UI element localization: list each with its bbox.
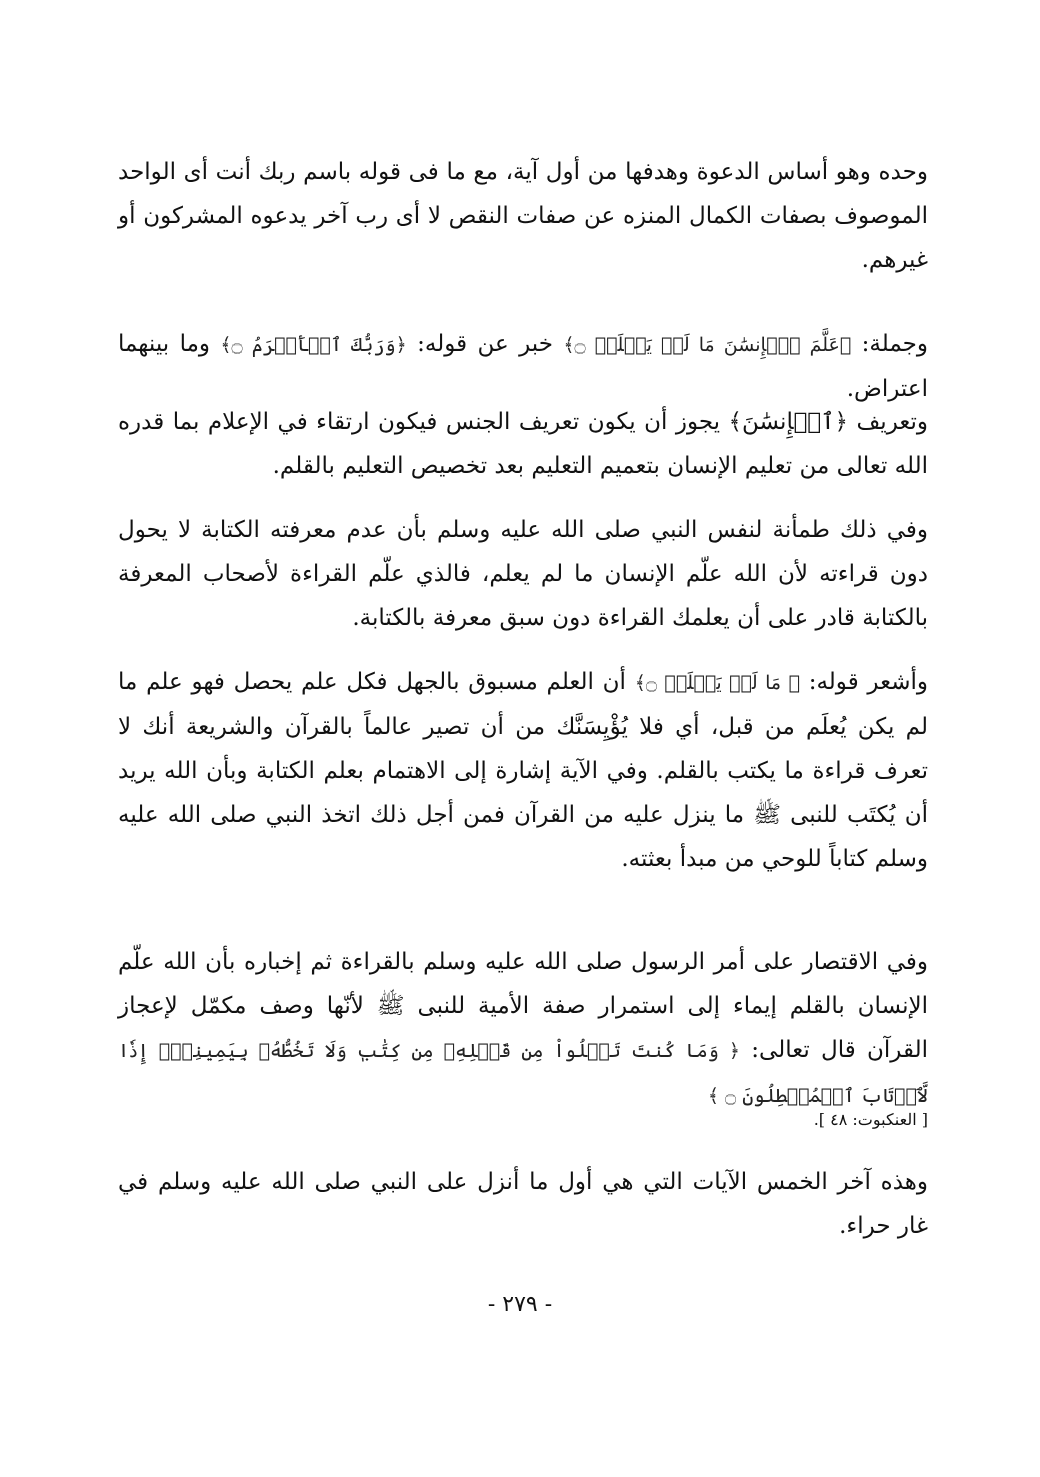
quran-verse-alama-al-insan: ﴿عَلَّمَ ٱلۡإِنسَٰنَ مَا لَمۡ يَعۡلَمۡ ۝﴾	[563, 334, 852, 356]
paragraph-1: وحده وهو أساس الدعوة وهدفها من أول آية، مع ما فى قوله باسم ربك أنت أى الواحد الموصوف بصفات الكمال المنزه عن صفات النقص لا أى رب آخر يدعوه المشركون أو غيرهم.	[118, 159, 928, 273]
quran-verse-ankabut-48: ﴿ وَمَا كُنتَ تَتۡلُواْ مِن قَبۡلِهِۦ مِن كِتَٰبٖ وَلَا تَخُطُّهُۥ بِيَمِينِكَۖ إِذٗا لَّٱرۡتَابَ ٱلۡمُبۡطِلُونَ ۝ ﴾	[118, 1040, 928, 1107]
paragraph-2	[118, 322, 928, 411]
paragraph-5	[118, 660, 928, 881]
page-number: - ٢٧٩ -	[487, 1292, 553, 1317]
paragraph-4: وفي ذلك طمأنة لنفس النبي صلى الله عليه وسلم بأن عدم معرفته الكتابة لا يحول دون قراءته لأن الله علّم الإنسان ما لم يعلم، فالذي علّم القراءة لأصحاب المعرفة بالكتابة قادر على أن يعلمك القراءة دون سبق معرفة بالكتابة.	[118, 517, 928, 631]
verse-citation: [ العنكبوت: ٤٨ ].	[813, 1110, 928, 1129]
paragraph-2-tail: وما بينهما اعتراض.	[118, 331, 928, 402]
paragraph-2-mid: خبر عن قوله:	[406, 331, 564, 357]
quran-verse-rabbuka-al-akram: ﴿وَرَبُّكَ ٱلۡأَكۡرَمُ ۝﴾	[220, 334, 407, 356]
paragraph-5-tail: أن العلم مسبوق بالجهل فكل علم يحصل فهو علم ما لم يكن يُعلَم من قبل، أي فلا يُؤْيِسَنَّك من أن تصير عالماً بالقرآن والشريعة أنك لا تعرف قراءة ما يكتب بالقلم. وفي الآية إشارة إلى الاهتمام بعلم الكتابة وبأن الله يريد أن يُكتَب للنبى ﷺ ما ينزل عليه من القرآن فمن أجل ذلك اتخذ النبي صلى الله عليه وسلم كتاباً للوحي من مبدأ بعثته.	[118, 669, 928, 872]
paragraph-5-lead: وأشعر قوله:	[799, 669, 928, 695]
paragraph-7: وهذه آخر الخمس الآيات التي هي أول ما أنزل على النبي صلى الله عليه وسلم في غار حراء.	[118, 1169, 928, 1239]
paragraph-3: وتعريف ﴿ٱلۡإِنسَٰنَ﴾ يجوز أن يكون تعريف الجنس فيكون ارتقاء في الإعلام بما قدره الله تعالى من تعليم الإنسان بتعميم التعليم بعد تخصيص التعليم بالقلم.	[118, 409, 928, 479]
quran-verse-ma-lam-yalam: ﴿ مَا لَمۡ يَعۡلَمۡ ۝﴾	[634, 672, 800, 694]
paragraph-6	[118, 940, 928, 1118]
paragraph-6-lead: وفي الاقتصار على أمر الرسول صلى الله عليه وسلم بالقراءة ثم إخباره بأن الله علّم الإنسان بالقلم إيماء إلى استمرار صفة الأمية للنبى ﷺ لأنّها وصف مكمّل لإعجاز القرآن قال تعالى:	[118, 949, 928, 1063]
paragraph-2-lead: وجملة:	[851, 331, 928, 357]
